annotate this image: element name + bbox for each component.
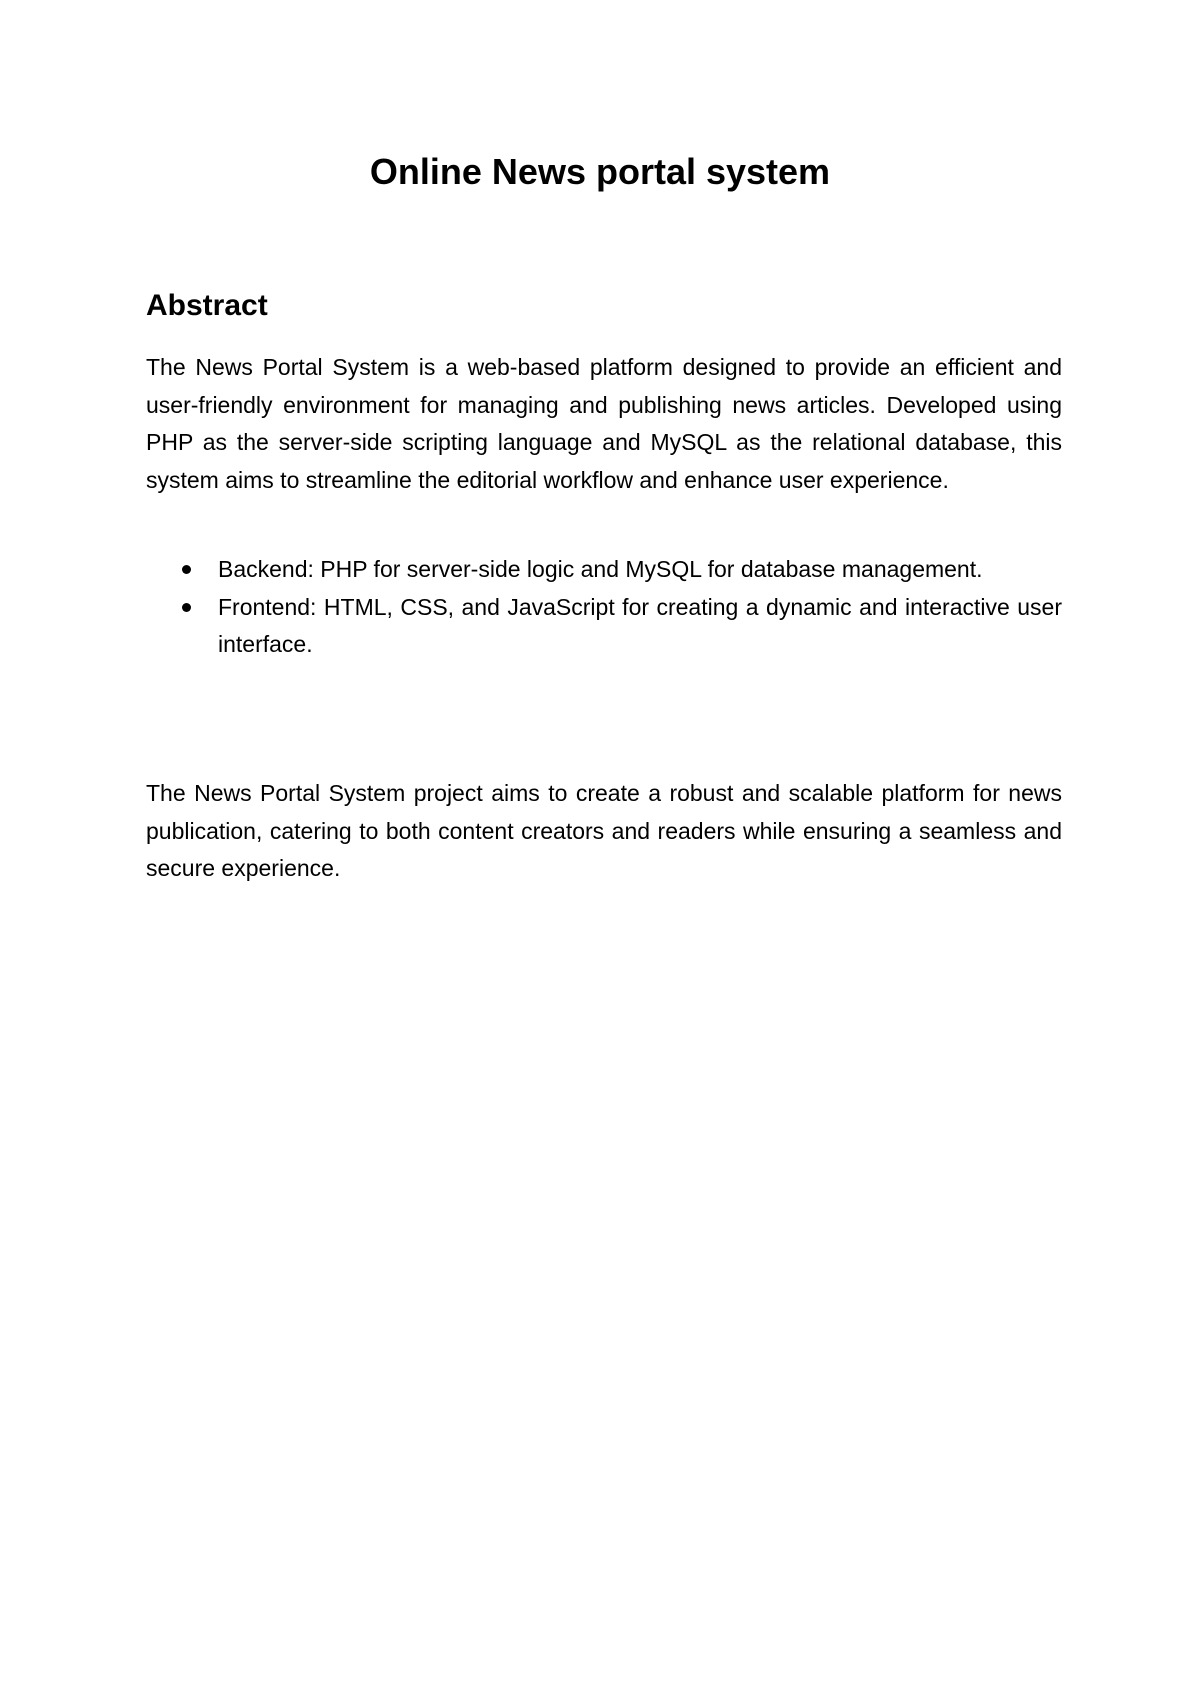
bullet-text-frontend: Frontend: HTML, CSS, and JavaScript for creating a dynamic and interactive user interface.	[218, 593, 1062, 657]
bullet-item-frontend	[146, 589, 1062, 664]
bullet-item-backend	[146, 551, 1062, 589]
technology-bullet-list	[146, 551, 1062, 664]
bullet-text-backend: Backend: PHP for server-side logic and MySQL for database management.	[218, 556, 983, 582]
abstract-paragraph-conclusion: The News Portal System project aims to create a robust and scalable platform for news publication, catering to both content creators and readers while ensuring a seamless and secure experience.	[146, 780, 1062, 881]
bullet-icon	[182, 603, 191, 612]
abstract-heading: Abstract	[146, 289, 268, 322]
document-title: Online News portal system	[369, 151, 831, 192]
abstract-paragraph-intro: The News Portal System is a web-based platform designed to provide an efficient and user-friendly environment for managing and publishing news articles. Developed using PHP as the server-side scripting language and MySQL as the relational database, this system aims to streamline the editorial workflow and enhance user experience.	[146, 354, 1062, 493]
bullet-icon	[182, 565, 191, 574]
